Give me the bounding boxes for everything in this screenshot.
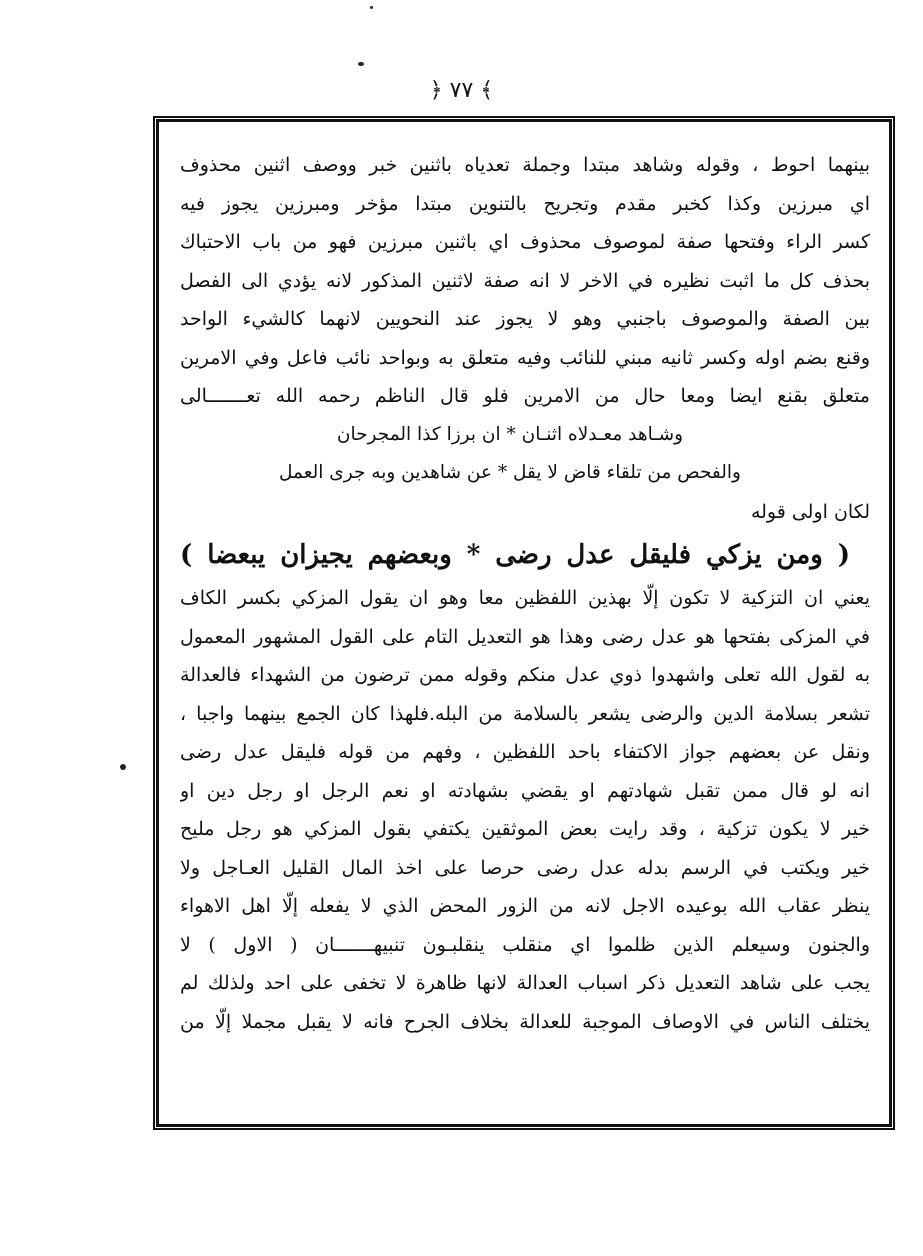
verse-line: وشـاهد معـدلاه اثنـان * ان برزا كذا المجرحان [336,423,684,445]
page-number: ﴿ ٧٧ ﴾ [429,78,494,103]
text-line: بين الصفة والموصوف باجنبي وهو لا يجوز عند النحويين لانهما كالشيء الواحد [180,308,870,330]
text-line: يجب على شاهد التعديل ذكر اسباب العدالة لانها ظاهرة لا تخفى على احد ولذلك لم [180,972,870,994]
text-line: تشعر بسلامة الدين والرضى يشعر بالسلامة من البله.فلهذا كان الجمع بينهما واجبا ، [180,702,870,725]
page-text [180,146,870,1041]
ink-speck [358,62,364,66]
text-line: انه لو قال ممن تقبل شهادتهم او يقضي بشهادته او نعم الرجل او رجل دين او [180,779,870,802]
text-line: بينهما احوط ، وقوله وشاهد مبتدا وجملة تعدياه باثنين خبر ووصف اثنين محذوف [180,154,870,176]
text-line: وقنع بضم اوله وكسر ثانيه مبني للنائب وفيه متعلق به وبواحد نائب فاعل وفي الامرين [180,346,870,369]
ink-speck [120,764,126,770]
text-line: متعلق بقنع ايضا ومعا حال من الامرين فلو قال الناظم رحمه الله تعـــــــالى [180,385,870,407]
text-line: يعني ان التزكية لا تكون إلّا بهذين اللفظين معا وهو ان يقول المزكي بكسر الكاف [180,587,870,609]
text-line: لكان اولى قوله [750,500,870,523]
text-line: به لقول الله تعلى واشهدوا ذوي عدل منكم وقوله ممن ترضون من الشهداء فالعدالة [180,664,870,686]
text-line: ينظر عقاب الله بوعيده الاجل لانه من الزور المحض الذي لا يفعله إلّا اهل الاهواء [180,895,870,917]
ink-speck [370,6,373,9]
text-line: بحذف كل ما اثبت نظيره في الاخر لا انه صفة لاثنين المذكور لانه يؤدي الى الفصل [180,269,870,292]
verse-heading: ( ومن يزكي فليقل عدل رضى * وبعضهم يجيزان يبعضا ) [180,540,850,570]
text-line: ونقل عن بعضهم جواز الاكتفاء باحد اللفظين ، وفهم من قوله فليقل عدل رضى [180,741,870,763]
text-line: كسر الراء وفتحها صفة لموصوف محذوف اي باثنين مبرزين فهو من باب الاحتباك [180,231,870,253]
text-line: خير لا يكون تزكية ، وقد رايت بعض الموثقين يكتفي بقول المزكي هو رجل مليح [180,818,870,840]
text-line: خير ويكتب في الرسم بدله عدل رضى حرصا على اخذ المال القليل العـاجل ولا [180,856,870,879]
text-line: والجنون وسيعلم الذين ظلموا اي منقلب ينقلبـون تنبيهـــــــان ( الاول ) لا [180,933,870,956]
text-line: اي مبرزين وكذا كخبر مقدم وتجريح بالتنوين مبتدا مؤخر ومبرزين يجوز فيه [180,192,870,215]
text-line: يختلف الناس في الاوصاف الموجبة للعدالة بخلاف الجرح فانه لا يقبل مجملا إلّا من [180,1010,870,1033]
text-line: في المزكى بفتحها هو عدل رضى وهذا هو التعديل التام على القول المشهور المعمول [180,625,870,648]
verse-line: والفحص من تلقاء قاض لا يقل * عن شاهدين وبه جرى العمل [279,462,741,483]
